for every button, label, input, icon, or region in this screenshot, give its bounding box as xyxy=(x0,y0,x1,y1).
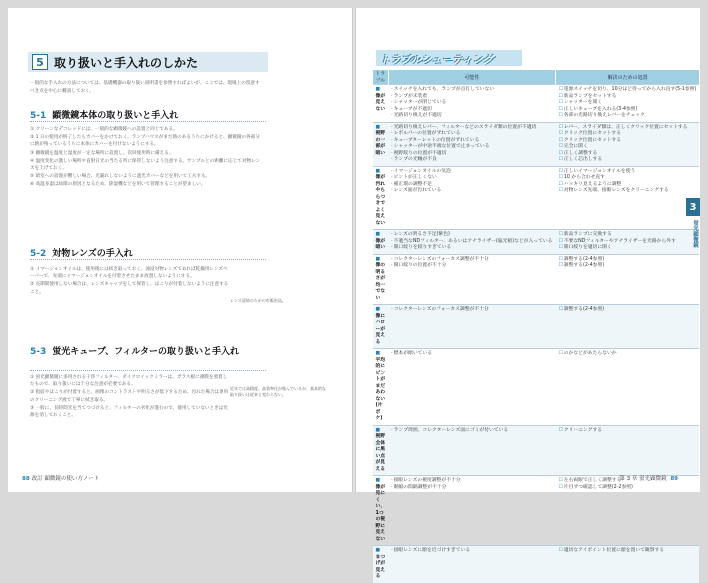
cause-cell xyxy=(388,254,555,305)
solution-item: ☐ クリーニングする xyxy=(558,428,696,435)
trouble-cell: ■ まつげが見える xyxy=(373,546,389,583)
cause-item: · レンズ面が汚れている xyxy=(391,188,552,195)
cause-item: · ピントが正しくない xyxy=(391,175,552,182)
section-rule xyxy=(30,259,266,260)
section-body xyxy=(30,266,230,297)
solution-item: ☐ 開口絞りを適切に開く xyxy=(558,245,696,252)
chapter-tab-label: 蛍光顕微鏡 xyxy=(692,220,698,248)
trouble-cell: ■ 像の明るさが均一でない xyxy=(373,254,389,305)
section-heading xyxy=(30,246,133,259)
solution-item: ☐ 新品ランプに交換する xyxy=(558,232,696,239)
troubleshooting-title: トラブルシューティング xyxy=(376,50,522,66)
section-heading xyxy=(30,344,239,357)
section-rule xyxy=(30,121,266,122)
solution-item: ☐ 調整する(2-4参照) xyxy=(558,257,696,264)
solution-item: ☐ 10 から合わせ直す xyxy=(558,175,696,182)
cause-cell xyxy=(388,425,555,476)
cause-cell xyxy=(388,85,555,123)
solution-item: ☐ 各部の光路切り換えレバーをチェック xyxy=(558,113,696,120)
cause-item: · ランプが未装着 xyxy=(391,94,552,101)
section-rule xyxy=(30,370,266,371)
solution-item: ☐ 正しく芯出しする xyxy=(558,157,696,164)
table-row xyxy=(373,166,700,230)
chapter-number: 5 xyxy=(32,54,48,70)
trouble-cell: ■ 平均的にピントがまだあわない(片ボケ) xyxy=(373,349,389,426)
section-title: 顕微鏡本体の取り扱いと手入れ xyxy=(52,111,179,121)
cause-item: · 光路切り換えが不適切 xyxy=(391,113,552,120)
cause-item: · 補正環の調整不足 xyxy=(391,182,552,189)
solution-item: ☐ シャッターを開く xyxy=(558,100,696,107)
solution-item: ☐ 電源スイッチを切り、10分ほど待ってから入れ直す(5-1参照) xyxy=(558,87,696,94)
table-row xyxy=(373,85,700,123)
solution-cell xyxy=(555,230,699,255)
paragraph: ② 指紋やほこりが付着すると、画像のコントラストや明るさが低下するため、汚れた場合は専用のクリーニング液で丁寧に拭き取る。 xyxy=(30,390,229,403)
solution-cell xyxy=(555,305,699,349)
solution-item: ☐ 不要なNDフィルターやアナライザーを光路から外す xyxy=(558,239,696,246)
cause-cell xyxy=(388,349,555,426)
cause-item: · ランプ周囲、コレクターレンズ面にゴミが付いている xyxy=(391,428,552,435)
cause-item: · 接眼レンズに顔を近づけすぎている xyxy=(391,548,552,555)
solution-item: ☐ クリック位置にセットする xyxy=(558,138,696,145)
solution-cell xyxy=(555,122,699,166)
cause-item: · ランプの光軸が不良 xyxy=(391,157,552,164)
section-title: 対物レンズの手入れ xyxy=(52,249,133,259)
trouble-cell: ■ 視野の一部が暗い xyxy=(373,122,389,166)
solution-item: ☐ 適切なアイポイント位置に顔を置いて観察する xyxy=(558,548,696,555)
intro-text: 一般的な手入れの方法については、基礎機器の取り扱い説明書を参照すればよいが、ここでは、現場上の留意すべき点を中心に概説しておく。 xyxy=(30,81,260,94)
solution-item: ☐ 片目ずつ確認して調整(2-2参照) xyxy=(558,485,696,492)
page-number: 89 xyxy=(670,476,678,482)
section-body xyxy=(30,126,264,190)
book-title: 改訂 顕微鏡の使い方ノート xyxy=(31,476,100,482)
section-number: 5-3 xyxy=(30,347,47,357)
solution-item: ☐ のかなどがあたらないか xyxy=(558,351,696,358)
cause-item: · 光路切り換えレバー、フィルターなどのスライダ類の位置が不適切 xyxy=(391,125,552,132)
cause-item: · 開口絞りの位置が不十分 xyxy=(391,263,552,270)
solution-item: ☐ 対物レンズ先端、接眼レンズをクリーニングする xyxy=(558,188,696,195)
cause-item: · 接眼レンズの視度調整が不十分 xyxy=(391,478,552,485)
paragraph: ③ 一般に、長時間光を当てつづけると、フィルターの劣化が進むので、使用していないときは光源を消しておくこと。 xyxy=(30,405,228,419)
paragraph: ② 1 日の使用が終了したらカバーをかけておく。ランプハウスがまだ熱のあるうちにかけると、顕微鏡の各部分に熱が残っているうちに本体にカバーを付けないようにする。 xyxy=(30,135,260,148)
trouble-cell: ■ 像が汚れやちらつきでよく見えない xyxy=(373,166,389,230)
footer-chapter: 第 3 章 xyxy=(619,476,638,482)
trouble-cell: ■ 像が見にくい、1つの視野に見えない xyxy=(373,476,389,546)
cause-cell xyxy=(388,546,555,583)
table-row xyxy=(373,425,700,476)
solution-cell xyxy=(555,476,699,546)
paragraph: ⑤ 暗室への設置が難しい場合、光漏れしないように遮光カバーなどを用いて工夫する。 xyxy=(30,174,211,180)
paragraph: ① クリーンなデコレッドには、一般的な顕微鏡への設置と同じである。 xyxy=(30,127,178,132)
section-title: 蛍光キューブ、フィルターの取り扱いと手入れ xyxy=(52,347,240,357)
cause-item: · キューブターレットの位置がずれている xyxy=(391,138,552,145)
cause-item: · レボルバーの位置がずれている xyxy=(391,131,552,138)
solution-item: ☐ 正しく調整する xyxy=(558,151,696,158)
cause-cell xyxy=(388,305,555,349)
cause-item: · シャッターが中途半端な位置で止まっている xyxy=(391,144,552,151)
solution-item: ☐ 正しいイマージョンオイルを使う xyxy=(558,169,696,176)
solution-item: ☐ 完全に開く xyxy=(558,144,696,151)
solution-cell xyxy=(555,349,699,426)
page-footer xyxy=(22,474,99,482)
side-note: レンズ清掃のための市販用品。 xyxy=(230,298,286,303)
trouble-cell: ■ 視野全体に黒い点が見える xyxy=(373,425,389,476)
section-number: 5-1 xyxy=(30,111,47,121)
column-header: 解決のための処置 xyxy=(555,70,699,85)
table-row xyxy=(373,230,700,255)
paragraph: ③ 顕微鏡を温度と湿度が一定な場所に設置し、次回使用時に備える。 xyxy=(30,150,174,156)
side-note: 近年では高精度、高効率化が進んでいるが、基本的な取り扱いは従来と変わらない。 xyxy=(230,386,326,397)
footer-text: 蛍光顕微鏡 xyxy=(639,476,667,482)
section-body xyxy=(30,374,230,420)
table-row xyxy=(373,546,700,583)
cause-item: · イマージョンオイルの気泡 xyxy=(391,169,552,176)
cause-item: · レンズの明るさ不足(紫色) xyxy=(391,232,552,239)
section-heading xyxy=(30,108,178,121)
trouble-cell: ■ 像が見えない xyxy=(373,85,389,123)
cause-cell xyxy=(388,476,555,546)
cause-item: · コレクターレンズのフォーカス調整が不十分 xyxy=(391,307,552,314)
cause-item: · スイッチを入れても、ランプが点灯していない xyxy=(391,87,552,94)
table-row xyxy=(373,349,700,426)
page-number: 88 xyxy=(22,476,30,482)
cause-cell xyxy=(388,122,555,166)
solution-item: ☐ レバー、スライダ類は、正しくクリック位置にセットする xyxy=(558,125,696,132)
paragraph: ① 蛍光顕微鏡に多用される干渉フィルター、ダイクロイックミラーは、ガラス板に薄膜を蒸着したもので、取り扱いには十分な注意が必要である。 xyxy=(30,375,228,388)
solution-item: ☐ 調整する(2-4参照) xyxy=(558,263,696,270)
table-row xyxy=(373,122,700,166)
solution-cell xyxy=(555,254,699,305)
paragraph: ② 長期間使用しない場合は、レンズキャップをして保管し、ほこりが付着しないように注意すること。 xyxy=(30,282,229,295)
trouble-cell: ■ 像が暗い xyxy=(373,230,389,255)
solution-item: ☐ 正しいキューブを入れる(3-4参照) xyxy=(558,107,696,114)
chapter-header xyxy=(28,52,268,72)
cause-item: · 標本が傾いている xyxy=(391,351,552,358)
table-row xyxy=(373,476,700,546)
cause-item: · 開口絞りを絞りすぎている xyxy=(391,245,552,252)
cause-cell xyxy=(388,230,555,255)
section-number: 5-2 xyxy=(30,249,47,259)
solution-cell xyxy=(555,546,699,583)
solution-item: ☐ 調整する(2-4参照) xyxy=(558,307,696,314)
troubleshooting-table xyxy=(372,70,699,583)
table-row xyxy=(373,305,700,349)
solution-cell xyxy=(555,425,699,476)
cause-cell xyxy=(388,166,555,230)
solution-item: ☐ 左右両眼で正しく調整する xyxy=(558,478,696,485)
solution-item: ☐ 新品ランプをセットする xyxy=(558,94,696,101)
solution-cell xyxy=(555,166,699,230)
cause-item: · 眼幅の間隔調整が不十分 xyxy=(391,485,552,492)
left-page xyxy=(8,8,352,492)
cause-item: · シャッターが閉じている xyxy=(391,100,552,107)
solution-item: ☐ ハッキリ見えるように調整 xyxy=(558,182,696,189)
solution-item: ☐ クリック位置にセットする xyxy=(558,131,696,138)
cause-item: · キューブが不適切 xyxy=(391,107,552,114)
paragraph: ① イマージョンオイルは、使用後には拭き取っておく。油浸対物レンズであれば乾燥用レンズペーパーで、先端にイマージョンオイルを付着させたまま放置しないようにする。 xyxy=(30,267,228,280)
cause-item: · 視野絞りの位置が不適切 xyxy=(391,151,552,158)
cause-item: · 不適当なNDフィルター、あるいはアナライザー(偏光板)などが入っている xyxy=(391,239,552,246)
right-page xyxy=(356,8,700,579)
chapter-title: 取り扱いと手入れのしかた xyxy=(54,55,199,70)
table-row xyxy=(373,254,700,305)
chapter-tab: 3 xyxy=(686,198,700,216)
cause-item: · コレクターレンズのフォーカス調整が不十分 xyxy=(391,257,552,264)
trouble-cell: ■ 像にハローが見える xyxy=(373,305,389,349)
solution-cell xyxy=(555,85,699,123)
paragraph: ⑥ 高温多湿は故障の原因となるため、除湿機などを用いて管理することが望ましい。 xyxy=(30,182,206,188)
page-footer xyxy=(619,474,678,482)
paragraph: ④ 温度変化の激しい場所や直射日光の当たる所に保管しないよう注意する。サンプルとの距離に応じて対物レンズを上げておく。 xyxy=(30,158,261,172)
column-header: 可能性 xyxy=(388,70,555,85)
column-header: トラブル xyxy=(373,70,389,85)
